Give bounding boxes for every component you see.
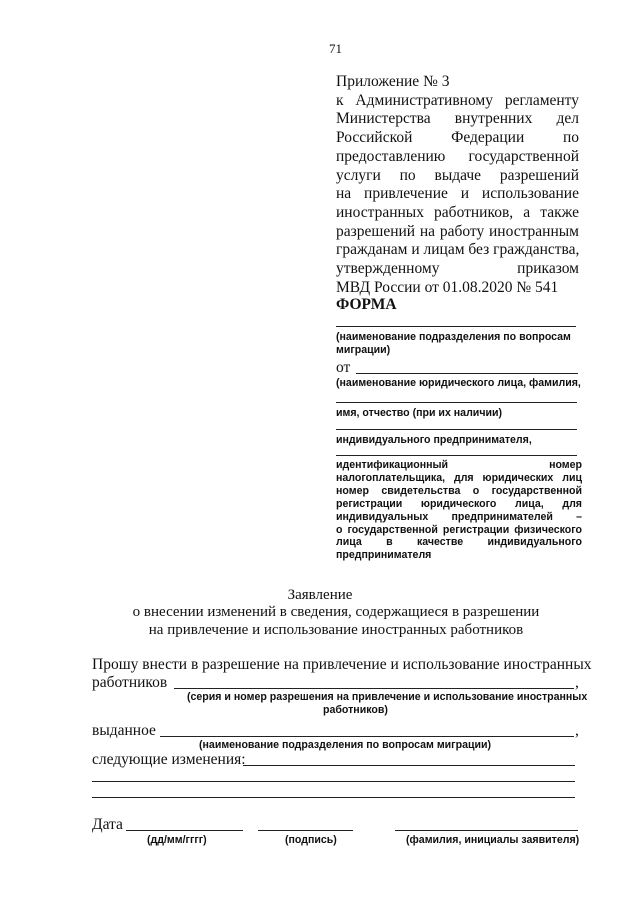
comma-2: , xyxy=(575,722,579,739)
changes-line-1 xyxy=(243,765,575,766)
caption-name: имя, отчество (при их наличии) xyxy=(336,407,503,419)
appendix-line: иностранных работников, а также xyxy=(336,203,579,221)
inn-caption-line: номер свидетельства о государственной xyxy=(336,484,582,497)
appendix-line: на привлечение и использование xyxy=(336,185,579,203)
caption-unit-2: миграции) xyxy=(336,344,391,356)
caption-entrepreneur: индивидуального предпринимателя, xyxy=(336,434,532,446)
appendix-line: Министерства внутренних дел xyxy=(336,110,579,128)
caption-series-1: (серия и номер разрешения на привлечение и использование иностранных xyxy=(187,691,588,703)
appendix-line: утвержденному приказом xyxy=(336,260,579,278)
appendix-title: Приложение № 3 xyxy=(336,73,450,90)
caption-applicant: (наименование юридического лица, фамилия, xyxy=(336,377,581,389)
inn-caption-line: регистрации юридического лица, для xyxy=(336,497,582,510)
date-label: Дата xyxy=(92,816,123,833)
changes-label: следующие изменения: xyxy=(92,751,246,768)
date-line xyxy=(126,830,243,831)
from-label: от xyxy=(336,359,351,376)
issued-by-line xyxy=(160,736,574,737)
caption-applicant-name: (фамилия, инициалы заявителя) xyxy=(406,834,580,846)
permit-number-line xyxy=(174,688,574,689)
appendix-line: разрешений на работу иностранным xyxy=(336,222,579,240)
inn-line xyxy=(336,455,577,456)
appendix-line: предоставлению государственной xyxy=(336,147,579,165)
inn-caption-line: о государственной регистрации физического xyxy=(336,523,582,536)
appendix-block xyxy=(336,73,579,297)
inn-caption-line: лица в качестве индивидуального xyxy=(336,536,582,549)
appendix-line: гражданам и лицам без гражданства, xyxy=(336,241,579,259)
request-line-1: Прошу внести в разрешение на привлечение и использование иностранных xyxy=(92,656,592,673)
issued-label: выданное xyxy=(92,722,156,739)
addressee-unit-line xyxy=(336,326,576,327)
appendix-line: услуги по выдаче разрешений xyxy=(336,166,579,184)
statement-subtitle-1: о внесении изменений в сведения, содержащиеся в разрешении xyxy=(132,604,540,620)
page-number: 71 xyxy=(329,41,342,56)
appendix-line: МВД России от 01.08.2020 № 541 xyxy=(336,278,559,296)
statement-subtitle-2: на привлечение и использование иностранных работников xyxy=(148,622,524,638)
caption-date: (дд/мм/гггг) xyxy=(147,834,207,846)
inn-caption-line: индивидуальных предпринимателей – xyxy=(336,510,582,523)
form-label: ФОРМА xyxy=(336,296,397,313)
inn-caption-line: идентификационный номер xyxy=(336,459,582,471)
appendix-line: к Административному регламенту xyxy=(336,91,579,109)
name-line xyxy=(336,402,577,403)
applicant-name-line xyxy=(395,830,578,831)
changes-line-2 xyxy=(92,781,575,782)
caption-series-2: работников) xyxy=(323,704,388,716)
entrepreneur-line xyxy=(336,429,577,430)
inn-caption-line: предпринимателя xyxy=(336,549,432,562)
signature-line xyxy=(258,830,353,831)
changes-line-3 xyxy=(92,797,575,798)
caption-signature: (подпись) xyxy=(285,834,337,846)
comma-1: , xyxy=(575,674,579,691)
caption-unit-1: (наименование подразделения по вопросам xyxy=(336,331,571,343)
workers-label: работников xyxy=(92,674,168,691)
statement-title: Заявление xyxy=(287,587,353,603)
inn-caption-block xyxy=(336,459,582,562)
from-line xyxy=(356,373,578,374)
caption-unit-migration: (наименование подразделения по вопросам миграции) xyxy=(199,739,492,751)
appendix-line: Российской Федерации по xyxy=(336,129,579,147)
inn-caption-line: налогоплательщика, для юридических лиц xyxy=(336,471,582,484)
